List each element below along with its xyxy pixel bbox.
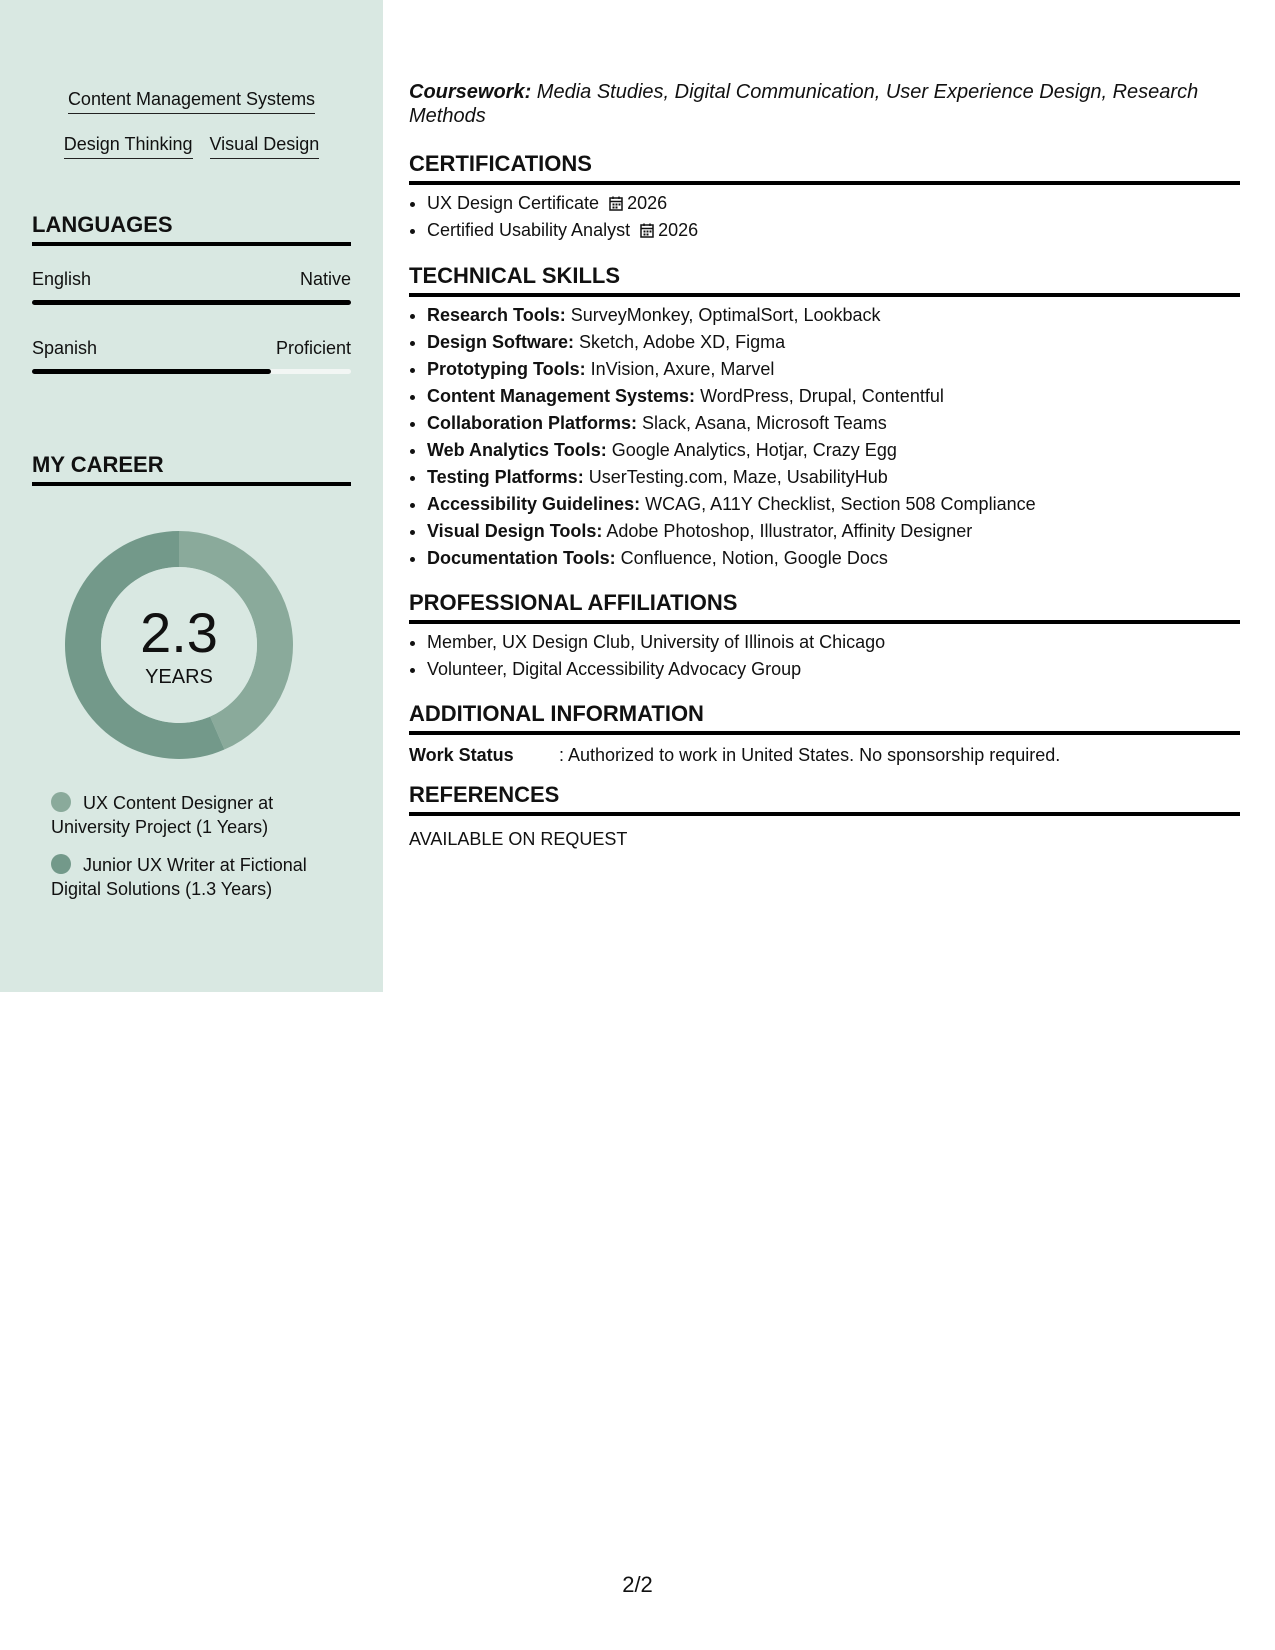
skill-item [427,464,1240,491]
work-status-value: : Authorized to work in United States. No sponsorship required. [559,745,1061,765]
language-level: Proficient [275,338,351,358]
skill-item [427,518,1240,545]
language-level: Native [299,269,351,289]
skill-value: Adobe Photoshop, Illustrator, Affinity Designer [602,521,973,541]
coursework-text: Media Studies, Digital Communication, User Experience Design, Research Methods [409,81,1199,127]
affiliations-heading: PROFESSIONAL AFFILIATIONS [409,590,1240,624]
skill-value: UserTesting.com, Maze, UsabilityHub [583,467,888,487]
skill-item [427,356,1240,383]
career-legend-label: UX Content Designer at University Project (1 Years) [51,793,274,837]
language-proficiency-bar [32,300,351,305]
certifications-list [409,190,1240,244]
skill-item [427,302,1240,329]
certification-name: UX Design Certificate [427,193,600,213]
career-total-unit: YEARS [145,666,213,688]
language-row [32,268,351,290]
affiliation-item: • Member, UX Design Club, University of Illinois at Chicago [427,629,1240,656]
language-proficiency-fill [32,300,351,305]
language-name: English [32,269,92,289]
skill-item [427,383,1240,410]
career-heading: MY CAREER [32,452,351,486]
language-row [32,337,351,359]
skill-tags-row-1 [0,88,383,114]
career-legend-label: Junior UX Writer at Fictional Digital Solutions (1.3 Years) [51,855,307,899]
skill-label: Documentation Tools: [427,548,616,568]
coursework-label: Coursework: [409,81,532,103]
work-status-label: Work Status [409,745,514,765]
skill-label: Accessibility Guidelines: [427,494,641,514]
skill-label: Web Analytics Tools: [427,440,607,460]
references-text: AVAILABLE ON REQUEST [409,829,628,849]
language-proficiency-bar [32,369,351,374]
legend-dot-icon [51,792,71,812]
career-legend-item [51,853,351,901]
page-number: 2/2 [622,1572,653,1597]
skill-label: Design Software: [427,332,575,352]
skill-item [427,329,1240,356]
career-legend-item [51,791,351,839]
legend-dot-icon [51,854,71,874]
skill-label: Testing Platforms: [427,467,584,487]
skill-label: Prototyping Tools: [427,359,586,379]
skill-item [427,545,1240,572]
skill-item [427,437,1240,464]
additional-info-heading: ADDITIONAL INFORMATION [409,701,1240,735]
work-status-row [409,744,1060,766]
calendar-icon [640,223,654,238]
career-donut-chart [65,531,293,759]
skill-item [427,410,1240,437]
sidebar [0,0,383,992]
skill-value: Sketch, Adobe XD, Figma [574,332,786,352]
certification-item [427,217,1240,244]
skill-tags-row-2 [0,133,383,159]
references-heading: REFERENCES [409,782,1240,816]
skill-value: WordPress, Drupal, Contentful [695,386,944,406]
language-proficiency-fill [32,369,271,374]
skill-label: Visual Design Tools: [427,521,603,541]
certification-item [427,190,1240,217]
skill-value: WCAG, A11Y Checklist, Section 508 Compliance [640,494,1036,514]
skill-value: Google Analytics, Hotjar, Crazy Egg [606,440,897,460]
calendar-icon [609,196,623,211]
career-donut-center [65,531,293,759]
language-name: Spanish [32,338,98,358]
technical-skills-list [409,302,1240,572]
skill-label: Research Tools: [427,305,566,325]
skill-value: InVision, Axure, Marvel [585,359,775,379]
certifications-heading: CERTIFICATIONS [409,151,1240,185]
skill-value: Confluence, Notion, Google Docs [615,548,888,568]
skill-value: SurveyMonkey, OptimalSort, Lookback [565,305,881,325]
certification-year: 2026 [658,220,699,240]
skill-item [427,491,1240,518]
skill-tag: Design Thinking [64,133,193,159]
affiliations-list [409,629,1240,683]
affiliation-item: • Volunteer, Digital Accessibility Advocacy Group [427,656,1240,683]
skill-tag: Visual Design [210,133,320,159]
career-total-value: 2.3 [140,601,218,664]
skill-label: Collaboration Platforms: [427,413,638,433]
certification-name: Certified Usability Analyst [427,220,631,240]
languages-heading: LANGUAGES [32,212,351,246]
certification-year: 2026 [627,193,668,213]
skill-value: Slack, Asana, Microsoft Teams [637,413,887,433]
coursework [409,80,1209,128]
skill-tag: Content Management Systems [68,88,315,114]
skill-label: Content Management Systems: [427,386,696,406]
technical-skills-heading: TECHNICAL SKILLS [409,263,1240,297]
